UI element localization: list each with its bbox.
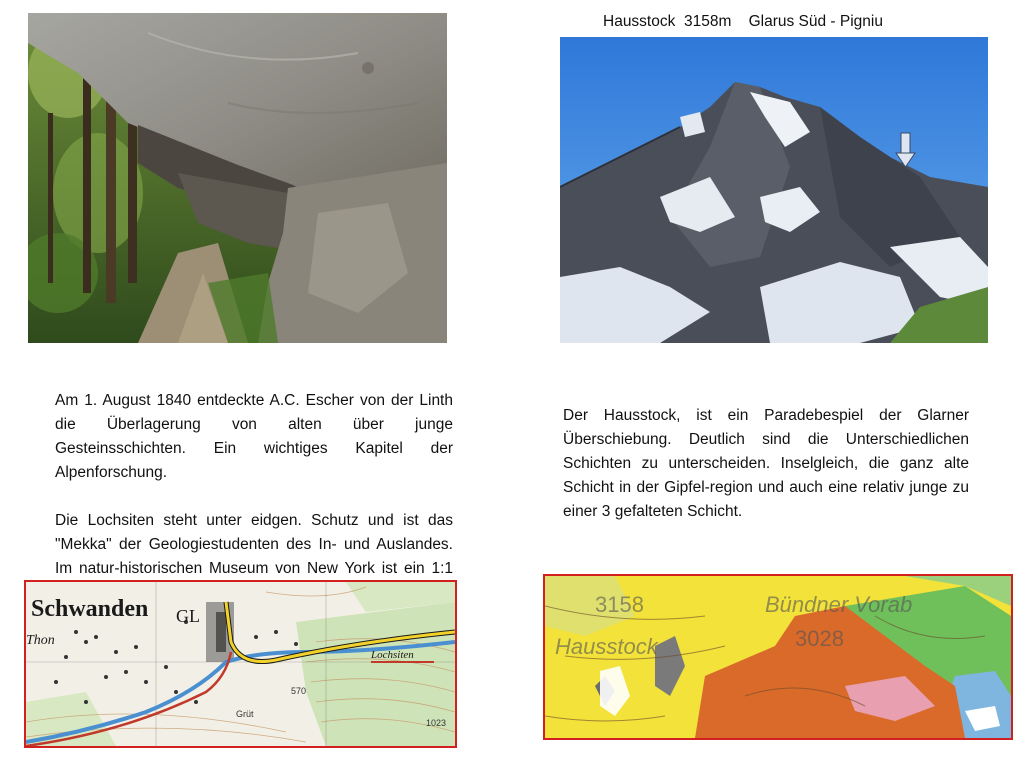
spot-height-label: 570 <box>291 686 307 696</box>
lochsiten-label: Lochsiten <box>371 649 414 661</box>
topographic-map <box>24 580 457 748</box>
south-height-label: 1023 <box>426 718 447 728</box>
grut-label: Grüt <box>236 709 254 719</box>
lochsiten-caption-paragraph-2: Die Lochsiten steht unter eidgen. Schutz und ist das "Mekka" der Geologiestudenten des In- und Auslandes. Im natur-historischen Museum von New York ist ein 1:1 <box>55 512 453 577</box>
lochsiten-photo <box>28 13 447 343</box>
lochsiten-caption-paragraph-1: Am 1. August 1840 entdeckte A.C. Escher von der Linth die Überlagerung von alten über junge Gesteinsschichten. Ein wichtiges Kapitel der Alpenforschung. <box>55 392 453 481</box>
hausstock-caption-paragraph-1: Der Hausstock, ist ein Paradebespiel der Glarner Überschiebung. Deutlich sind die Unterschiedlichen Schichten zu unterscheiden. Inselgleich, die ganz alte Schicht in der Gipfel-region und auch eine relativ junge zu einer 3 gefalteten Schicht. <box>563 407 969 520</box>
thon-label: Thon <box>26 633 55 648</box>
hausstock-title: Hausstock 3158m Glarus Süd - Pigniu <box>603 13 883 30</box>
neighbor-peak-label: Bündner Vorab <box>765 592 913 617</box>
hausstock-photo <box>560 37 988 343</box>
hausstock-caption <box>563 380 969 548</box>
neighbor-height-label: 3028 <box>795 626 844 651</box>
peak-height-label: 3158 <box>595 592 644 617</box>
schwanden-label: Schwanden <box>31 596 149 622</box>
canton-label: GL <box>176 606 200 626</box>
geological-map <box>543 574 1013 740</box>
hausstock-map-label: Hausstock <box>555 634 658 659</box>
